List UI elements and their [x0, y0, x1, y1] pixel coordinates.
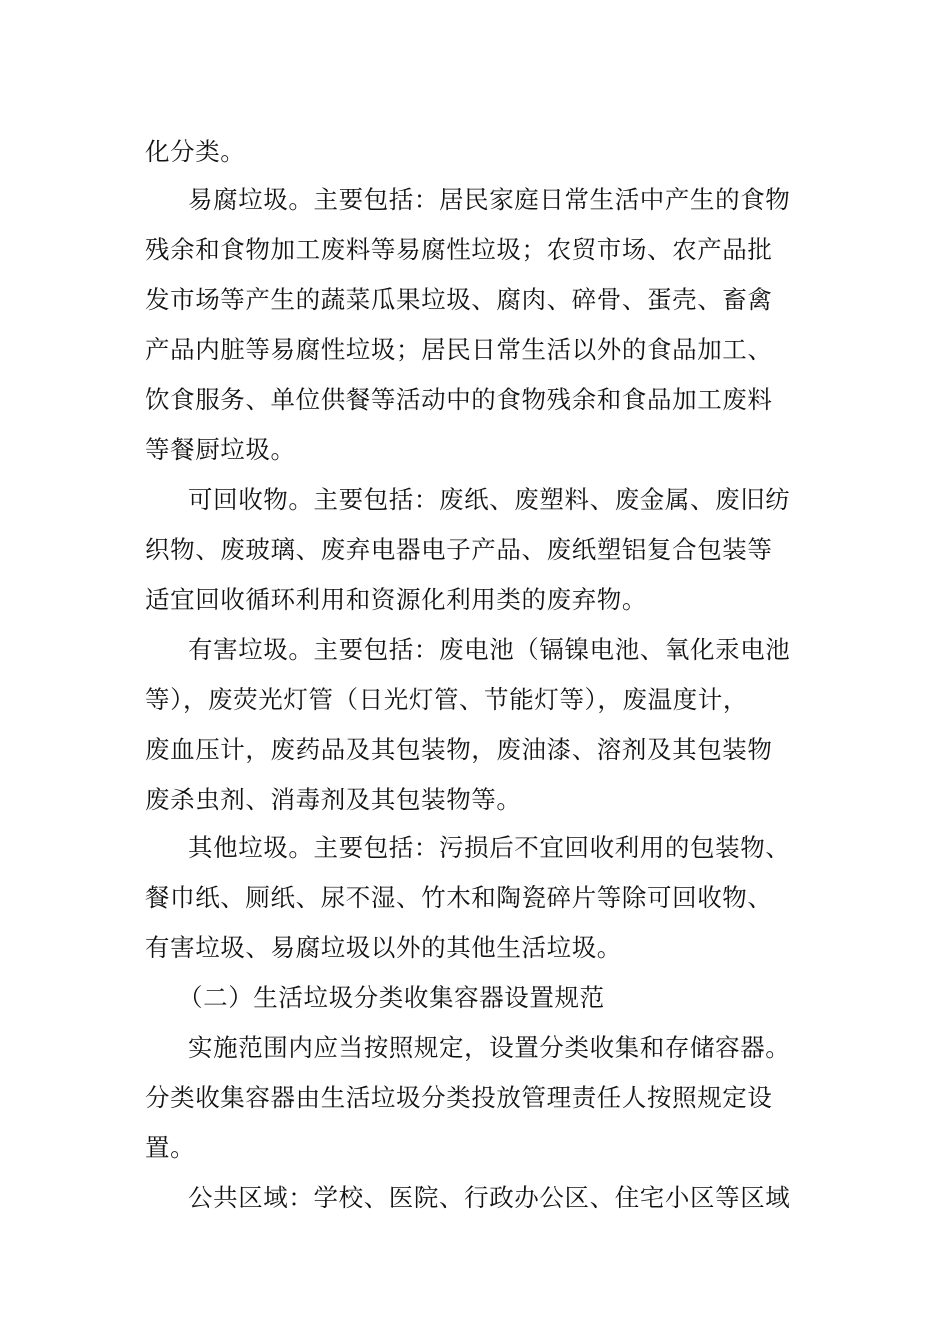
text-line: 餐巾纸、厕纸、尿不湿、竹木和陶瓷碎片等除可回收物、 [145, 883, 773, 912]
text-line: 发市场等产生的蔬菜瓜果垃圾、腐肉、碎骨、蛋壳、畜禽 [145, 285, 773, 314]
text-line: 等餐厨垃圾。 [145, 435, 296, 464]
paragraph-recyclable-start: 可回收物。主要包括：废纸、废塑料、废金属、废旧纺 [188, 485, 791, 514]
text-line: 废杀虫剂、消毒剂及其包装物等。 [145, 785, 522, 814]
paragraph-hazardous-start: 有害垃圾。主要包括：废电池（镉镍电池、氧化汞电池 [188, 635, 791, 664]
text-line: 化分类。 [145, 137, 246, 166]
text-line: 分类收集容器由生活垃圾分类投放管理责任人按照规定设 [145, 1083, 773, 1112]
paragraph-public-area-start: 公共区域：学校、医院、行政办公区、住宅小区等区域 [188, 1183, 791, 1212]
text-line: 废血压计，废药品及其包装物，废油漆、溶剂及其包装物 [145, 735, 773, 764]
text-line: 饮食服务、单位供餐等活动中的食物残余和食品加工废料 [145, 385, 773, 414]
text-line: 产品内脏等易腐性垃圾；居民日常生活以外的食品加工、 [145, 335, 773, 364]
paragraph-containers-start: 实施范围内应当按照规定，设置分类收集和存储容器。 [188, 1033, 791, 1062]
text-line: 适宜回收循环利用和资源化利用类的废弃物。 [145, 585, 647, 614]
section-heading: （二）生活垃圾分类收集容器设置规范 [178, 983, 605, 1012]
text-line: 残余和食物加工废料等易腐性垃圾；农贸市场、农产品批 [145, 235, 773, 264]
paragraph-other-start: 其他垃圾。主要包括：污损后不宜回收利用的包装物、 [188, 833, 791, 862]
text-line: 等），废荧光灯管（日光灯管、节能灯等），废温度计， [145, 685, 748, 714]
text-line: 置。 [145, 1133, 196, 1162]
text-line: 有害垃圾、易腐垃圾以外的其他生活垃圾。 [145, 933, 622, 962]
text-line: 织物、废玻璃、废弃电器电子产品、废纸塑铝复合包装等 [145, 535, 773, 564]
paragraph-perishable-start: 易腐垃圾。主要包括：居民家庭日常生活中产生的食物 [188, 185, 791, 214]
